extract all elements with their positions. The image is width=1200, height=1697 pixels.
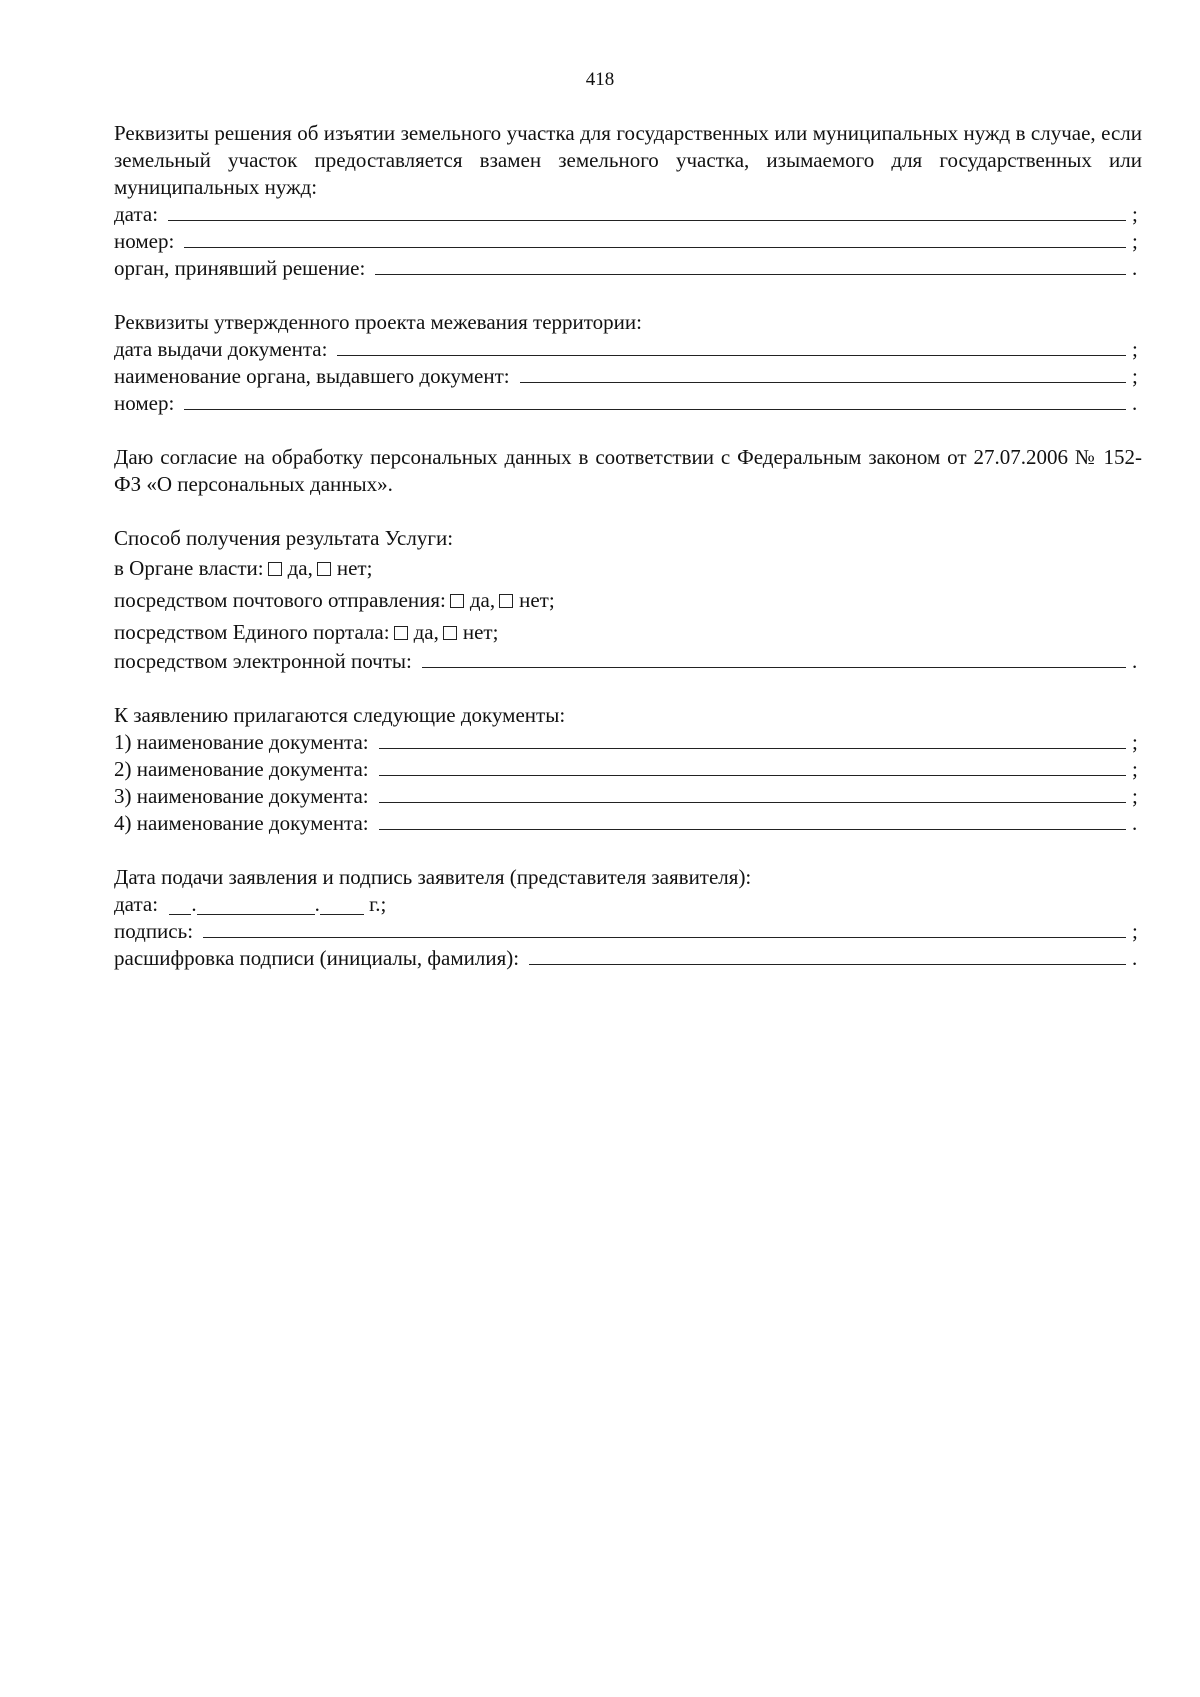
attachment-field[interactable] — [379, 828, 1126, 830]
attachments-heading: К заявлению прилагаются следующие документы: — [114, 703, 566, 727]
period: . — [1132, 256, 1138, 280]
seizure-authority-field[interactable] — [375, 273, 1126, 275]
attachment-row — [114, 729, 1142, 756]
period: . — [1132, 946, 1138, 970]
attachment-row — [114, 783, 1142, 810]
no-label: нет; — [336, 556, 373, 580]
seizure-heading: Реквизиты решения об изъятии земельного участка для государственных или муниципальных нужд в случае, если земельный участок предоставляется взамен земельного участка, изымаемого для государственных или муниципальных нужд: — [114, 121, 1142, 199]
checkbox-no[interactable] — [317, 562, 331, 576]
spacer — [114, 498, 1142, 525]
semicolon: ; — [1132, 919, 1138, 943]
attachment-field[interactable] — [379, 801, 1126, 803]
semicolon: ; — [1132, 730, 1138, 754]
attachment-field[interactable] — [379, 774, 1126, 776]
semicolon: ; — [1132, 757, 1138, 781]
seizure-date-label: дата: — [114, 202, 159, 226]
spacer — [114, 675, 1142, 702]
attachment-row — [114, 810, 1142, 837]
period: . — [1132, 649, 1138, 673]
delivery-post-label: посредством почтового отправления: — [114, 588, 446, 612]
semicolon: ; — [1132, 364, 1138, 388]
no-label: нет; — [519, 588, 555, 612]
survey-issuer-field[interactable] — [520, 381, 1126, 383]
checkbox-yes[interactable] — [394, 626, 408, 640]
signature-date-label: дата: — [114, 892, 159, 916]
consent-text: Даю согласие на обработку персональных данных в соответствии с Федеральным законом от 27.07.2006 № 152-ФЗ «О персональных данных». — [114, 445, 1142, 496]
spacer — [114, 417, 1142, 444]
semicolon: ; — [1132, 229, 1138, 253]
attachment-label: 1) наименование документа: — [114, 730, 369, 754]
delivery-email-label: посредством электронной почты: — [114, 649, 412, 673]
delivery-email-row — [114, 648, 1142, 675]
signature-row — [114, 918, 1142, 945]
delivery-authority-label: в Органе власти: — [114, 556, 264, 580]
signature-date-row — [114, 891, 1142, 918]
survey-issue-date-row — [114, 336, 1142, 363]
survey-issue-date-field[interactable] — [337, 354, 1126, 356]
spacer — [114, 837, 1142, 864]
survey-heading: Реквизиты утвержденного проекта межевания территории: — [114, 310, 642, 334]
seizure-date-row — [114, 201, 1142, 228]
seizure-number-row — [114, 228, 1142, 255]
delivery-heading: Способ получения результата Услуги: — [114, 526, 454, 550]
delivery-post-row — [114, 584, 1142, 616]
survey-number-label: номер: — [114, 391, 175, 415]
dot: . — [314, 892, 320, 916]
seizure-authority-row — [114, 255, 1142, 282]
period: . — [1132, 391, 1138, 415]
signature-field[interactable] — [203, 936, 1126, 938]
attachment-label: 2) наименование документа: — [114, 757, 369, 781]
attachment-label: 4) наименование документа: — [114, 811, 369, 835]
yes-label: да, — [287, 556, 313, 580]
signature-decoding-field[interactable] — [529, 963, 1126, 965]
signature-decoding-label: расшифровка подписи (инициалы, фамилия): — [114, 946, 520, 970]
survey-issue-date-label: дата выдачи документа: — [114, 337, 328, 361]
semicolon: ; — [1132, 337, 1138, 361]
signature-decoding-row — [114, 945, 1142, 972]
signature-label: подпись: — [114, 919, 194, 943]
seizure-number-label: номер: — [114, 229, 175, 253]
survey-number-field[interactable] — [184, 408, 1126, 410]
survey-number-row — [114, 390, 1142, 417]
signature-heading: Дата подачи заявления и подпись заявителя (представителя заявителя): — [114, 865, 752, 889]
delivery-portal-row — [114, 616, 1142, 648]
day-field[interactable] — [169, 894, 191, 915]
attachment-row — [114, 756, 1142, 783]
spacer — [114, 282, 1142, 309]
survey-issuer-label: наименование органа, выдавшего документ: — [114, 364, 510, 388]
period: . — [1132, 811, 1138, 835]
delivery-portal-label: посредством Единого портала: — [114, 620, 390, 644]
page-number: 418 — [585, 69, 615, 90]
seizure-authority-label: орган, принявший решение: — [114, 256, 366, 280]
dot: . — [191, 892, 197, 916]
yes-label: да, — [413, 620, 439, 644]
checkbox-no[interactable] — [443, 626, 457, 640]
checkbox-yes[interactable] — [268, 562, 282, 576]
attachment-field[interactable] — [379, 747, 1126, 749]
attachment-label: 3) наименование документа: — [114, 784, 369, 808]
checkbox-yes[interactable] — [450, 594, 464, 608]
year-suffix: г.; — [369, 892, 387, 916]
semicolon: ; — [1132, 784, 1138, 808]
survey-issuer-row — [114, 363, 1142, 390]
yes-label: да, — [469, 588, 496, 612]
seizure-number-field[interactable] — [184, 246, 1126, 248]
form-content — [114, 120, 1142, 972]
delivery-authority-row — [114, 552, 1142, 584]
semicolon: ; — [1132, 202, 1138, 226]
seizure-date-field[interactable] — [168, 219, 1126, 221]
checkbox-no[interactable] — [499, 594, 513, 608]
month-field[interactable] — [197, 894, 315, 915]
year-field[interactable] — [320, 894, 364, 915]
delivery-email-field[interactable] — [422, 666, 1126, 668]
no-label: нет; — [462, 620, 499, 644]
